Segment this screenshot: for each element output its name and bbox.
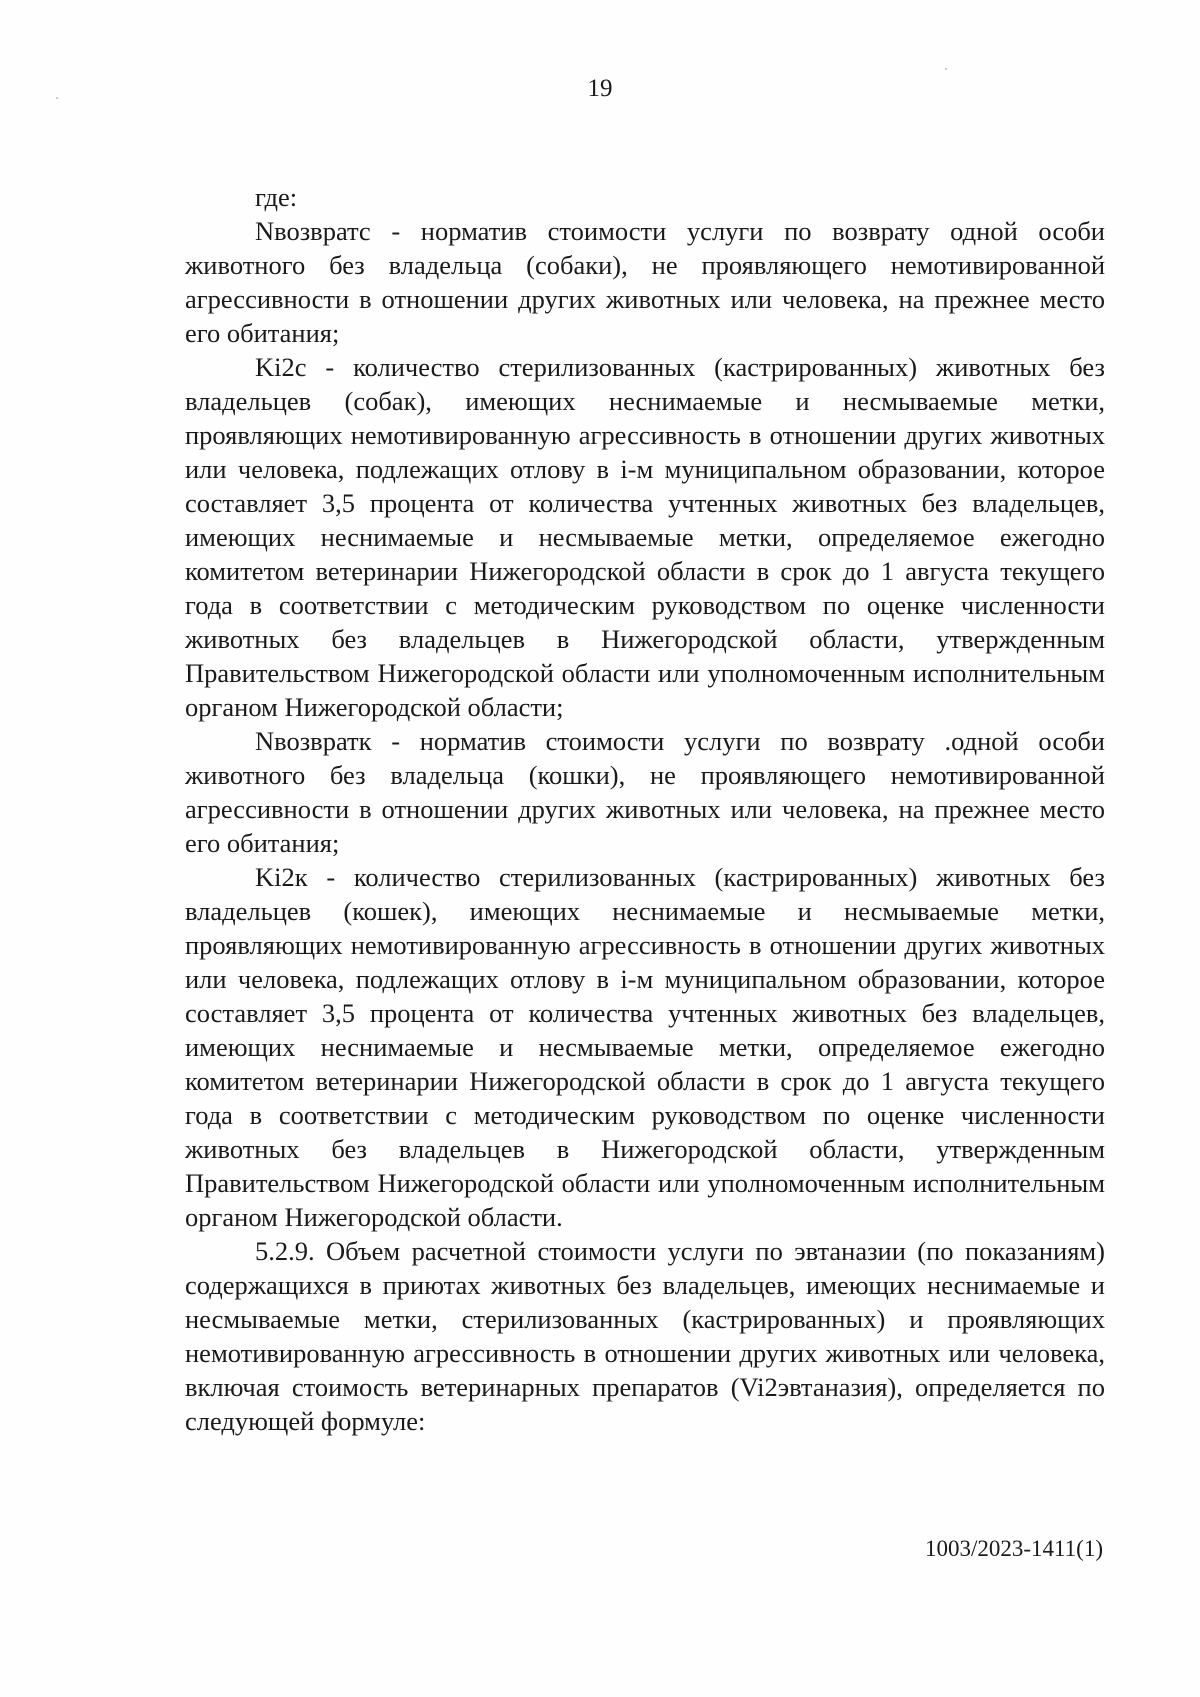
- definition-paragraph-4: [185, 860, 1105, 1234]
- definition-paragraph-1: [185, 214, 1105, 350]
- definition-text-1: - норматив стоимости услуги по возврату одной особи животного без владельца (собаки), не проявляющего немотивированной агрессивности в отношении других животных или человека, на прежнее место его обитания;: [185, 216, 1105, 348]
- document-code: 1003/2023-1411(1): [924, 1536, 1103, 1561]
- term-n-return-cats: Nвозвратк: [255, 726, 372, 756]
- body-text: [185, 180, 1105, 1438]
- term-n-return-dogs: Nвозвратс: [255, 216, 371, 246]
- term-ki2-dogs: Ki2с: [255, 352, 307, 382]
- clause-5-2-9: [185, 1234, 1105, 1438]
- page-number: 19: [587, 75, 613, 102]
- clause-number: 5.2.9.: [255, 1236, 315, 1266]
- definition-text-3: - норматив стоимости услуги по возврату .одной особи животного без владельца (кошки), не проявляющего немотивированной агрессивности в отношении других животных или человека, на прежнее место его обитания;: [185, 726, 1105, 858]
- definition-text-4: - количество стерилизованных (кастрированных) животных без владельцев (кошек), имеющих неснимаемые и несмываемые метки, проявляющих немотивированную агрессивность в отношении других животных или человека, подлежащих отлову в i-м муниципальном образовании, которое составляет 3,5 процента от количества учтенных животных без владельцев, имеющих неснимаемые и несмываемые метки, определяемое ежегодно комитетом ветеринарии Нижегородской области в срок до 1 августа текущего года в соответствии с методическим руководством по оценке численности животных без владельцев в Нижегородской области, утвержденным Правительством Нижегородской области или уполномоченным исполнительным органом Нижегородской области.: [185, 862, 1105, 1232]
- definition-paragraph-2: [185, 350, 1105, 724]
- intro-line: где:: [255, 182, 298, 212]
- scan-speck: [945, 68, 947, 70]
- definition-paragraph-3: [185, 724, 1105, 860]
- clause-text: Объем расчетной стоимости услуги по эвтаназии (по показаниям) содержащихся в приютах животных без владельцев, имеющих неснимаемые и несмываемые метки, стерилизованных (кастрированных) и проявляющих немотивированную агрессивность в отношении других животных или человека, включая стоимость ветеринарных препаратов (Vi2эвтаназия), определяется по следующей формуле:: [185, 1236, 1105, 1436]
- definition-text-2: - количество стерилизованных (кастрированных) животных без владельцев (собак), имеющих неснимаемые и несмываемые метки, проявляющих немотивированную агрессивность в отношении других животных или человека, подлежащих отлову в i-м муниципальном образовании, которое составляет 3,5 процента от количества учтенных животных без владельцев, имеющих неснимаемые и несмываемые метки, определяемое ежегодно комитетом ветеринарии Нижегородской области в срок до 1 августа текущего года в соответствии с методическим руководством по оценке численности животных без владельцев в Нижегородской области, утвержденным Правительством Нижегородской области или уполномоченным исполнительным органом Нижегородской области;: [185, 352, 1105, 722]
- scan-speck: [56, 97, 58, 99]
- term-ki2-cats: Ki2к: [255, 862, 308, 892]
